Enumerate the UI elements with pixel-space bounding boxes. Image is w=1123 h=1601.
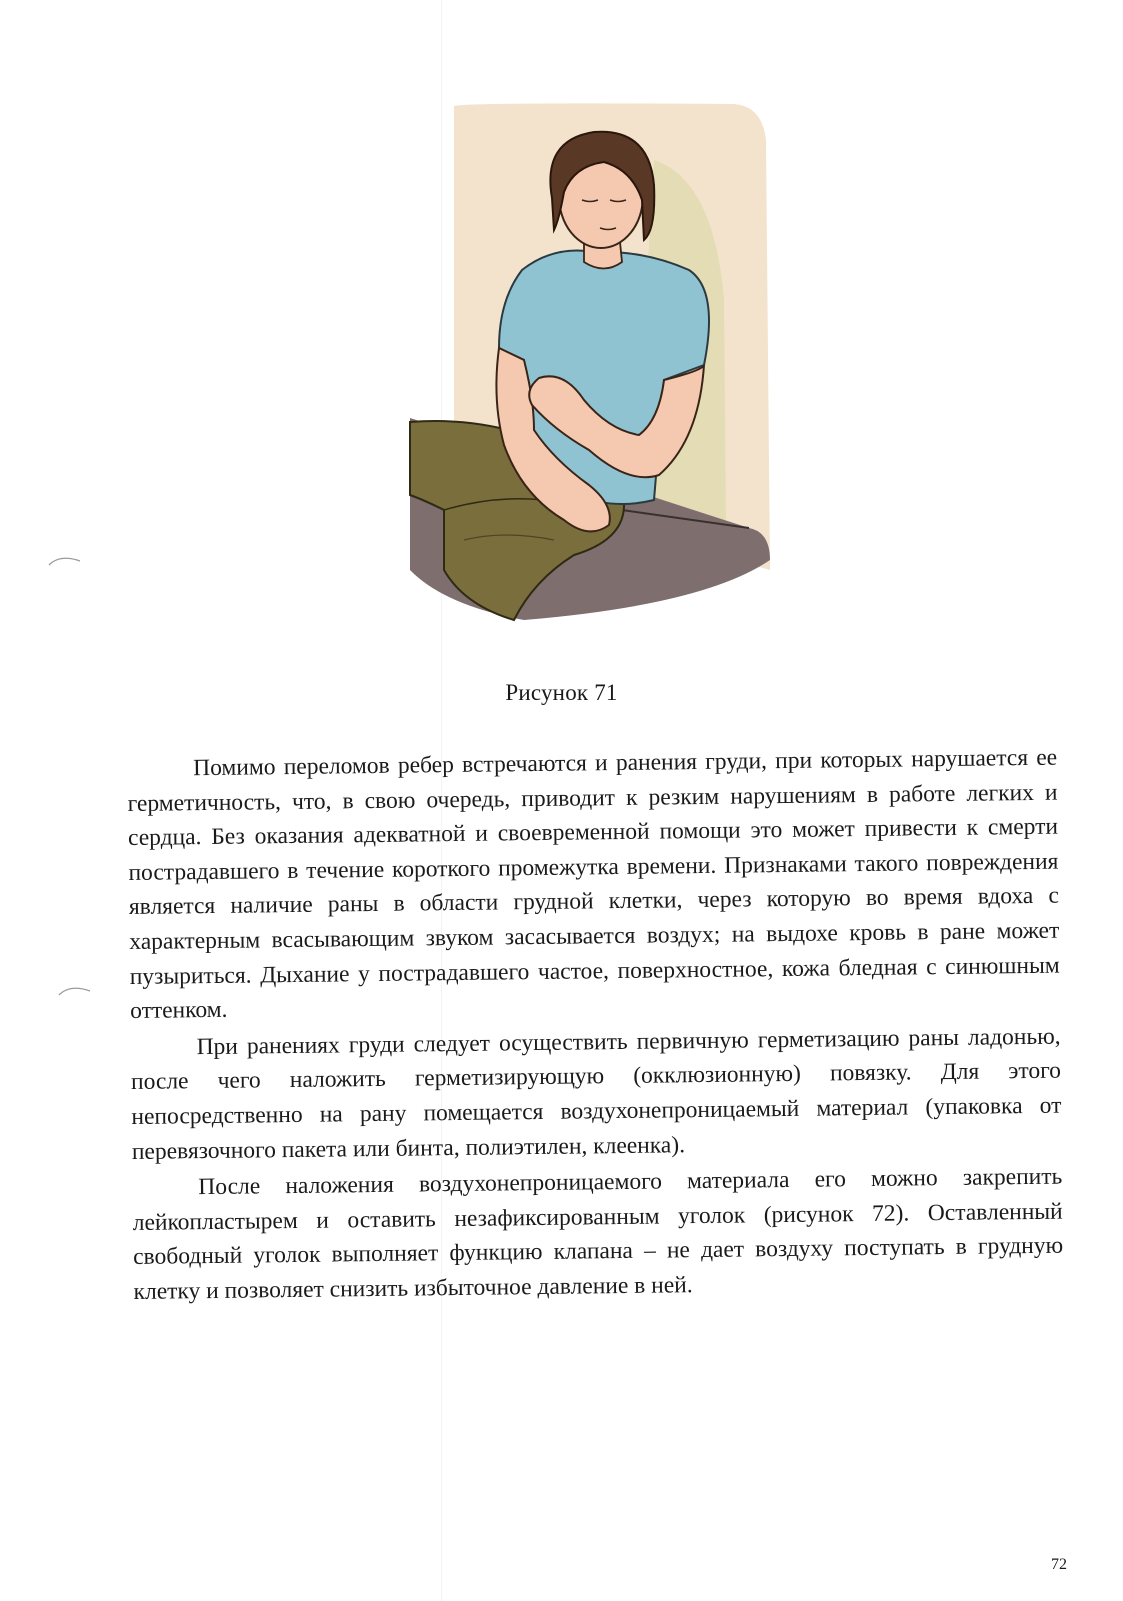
page-number: 72: [1051, 1556, 1067, 1573]
figure-71: [404, 100, 776, 630]
body-text: [127, 741, 1064, 1312]
figure-illustration: [404, 100, 776, 630]
paragraph: После наложения воздухонепроницаемого материала его можно закрепить лейкопластырем и оставить незафиксированным уголок (рисунок 72). Оставленный свободный уголок выполняет функцию клапана – не дает воздуху поступать в грудную клетку и позволяет снизить избыточное давление в ней.: [132, 1163, 1064, 1305]
paragraph: При ранениях груди следует осуществить первичную герметизацию раны ладонью, после чего наложить герметизирующую (окклюзионную) повязку. Для этого непосредственно на рану помещается воздухонепроницаемый материал (упаковка от перевязочного пакета или бинта, полиэтилен, клеенка).: [130, 1023, 1062, 1165]
paragraph: Помимо переломов ребер встречаются и ранения груди, при которых нарушается ее герметичность, что, в свою очередь, приводит к резким нарушениям в работе легких и сердца. Без оказания адекватной и своевременной помощи это может привести к смерти пострадавшего в течение короткого промежутка времени. Признаками такого повреждения является наличие раны в области грудной клетки, через которую во время вдоха с характерным всасывающим звуком засасывается воздух; на выдохе кровь в ране может пузыриться. Дыхание у пострадавшего частое, поверхностное, кожа бледная с синюшным оттенком.: [127, 744, 1060, 1025]
punch-hole-mark-lower: [58, 983, 92, 997]
figure-caption: Рисунок 71: [505, 680, 618, 705]
punch-hole-mark-upper: [48, 553, 82, 567]
